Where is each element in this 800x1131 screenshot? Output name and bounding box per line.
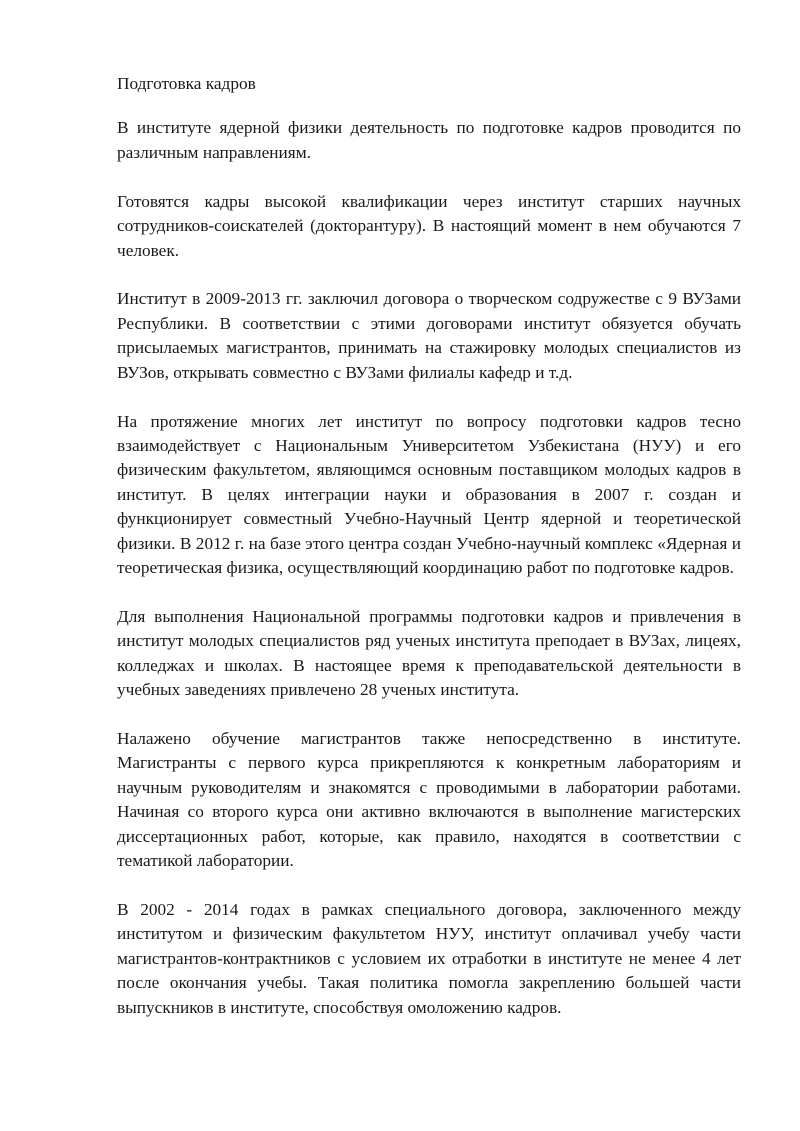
paragraph-doctoral: Готовятся кадры высокой квалификации через институт старших научных сотрудников-соискателей (докторантуру). В настоящий момент в нем обучаются 7 человек. [117, 191, 741, 260]
document-page [117, 72, 741, 1045]
paragraph-universities: Институт в 2009-2013 гг. заключил договора о творческом содружестве с 9 ВУЗами Республики. В соответствии с этими договорами институт обязуется обучать присылаемых магистрантов, принимать на стажировку молодых специалистов из ВУЗов, открывать совместно с ВУЗами филиалы кафедр и т.д. [117, 289, 741, 382]
paragraph-intro: В институте ядерной физики деятельность по подготовке кадров проводится по различным направлениям. [117, 118, 741, 162]
paragraph-nuu: На протяжение многих лет институт по вопросу подготовки кадров тесно взаимодействует с Национальным Университетом Узбекистана (НУУ) и его физическим факультетом, являющимся основным поставщиком молодых кадров в институт. В целях интеграции науки и образования в 2007 г. создан и функционирует совместный Учебно-Научный Центр ядерной и теоретической физики. В 2012 г. на базе этого центра создан Учебно-научный комплекс «Ядерная и теоретическая физика, осуществляющий координацию работ по подготовке кадров. [117, 411, 741, 577]
paragraph-contract: В 2002 - 2014 годах в рамках специального договора, заключенного между институтом и физическим факультетом НУУ, институт оплачивал учебу части магистрантов-контрактников с условием их отработки в институте не менее 4 лет после окончания учебы. Такая политика помогла закреплению большей части выпускников в институте, способствуя омоложению кадров. [117, 899, 741, 1017]
paragraph-masters: Налажено обучение магистрантов также непосредственно в институте. Магистранты с первого курса прикрепляются к конкретным лабораториям и научным руководителям и знакомятся с проводимыми в лаборатории работами. Начиная со второго курса они активно включаются в выполнение магистерских диссертационных работ, которые, как правило, находятся в соответствии с тематикой лаборатории. [117, 729, 741, 871]
document-title: Подготовка кадров [117, 74, 256, 93]
paragraph-teaching: Для выполнения Национальной программы подготовки кадров и привлечения в институт молодых специалистов ряд ученых института преподает в ВУЗах, лицеях, колледжах и школах. В настоящее время к преподавательской деятельности в учебных заведениях привлечено 28 ученых института. [117, 606, 741, 700]
